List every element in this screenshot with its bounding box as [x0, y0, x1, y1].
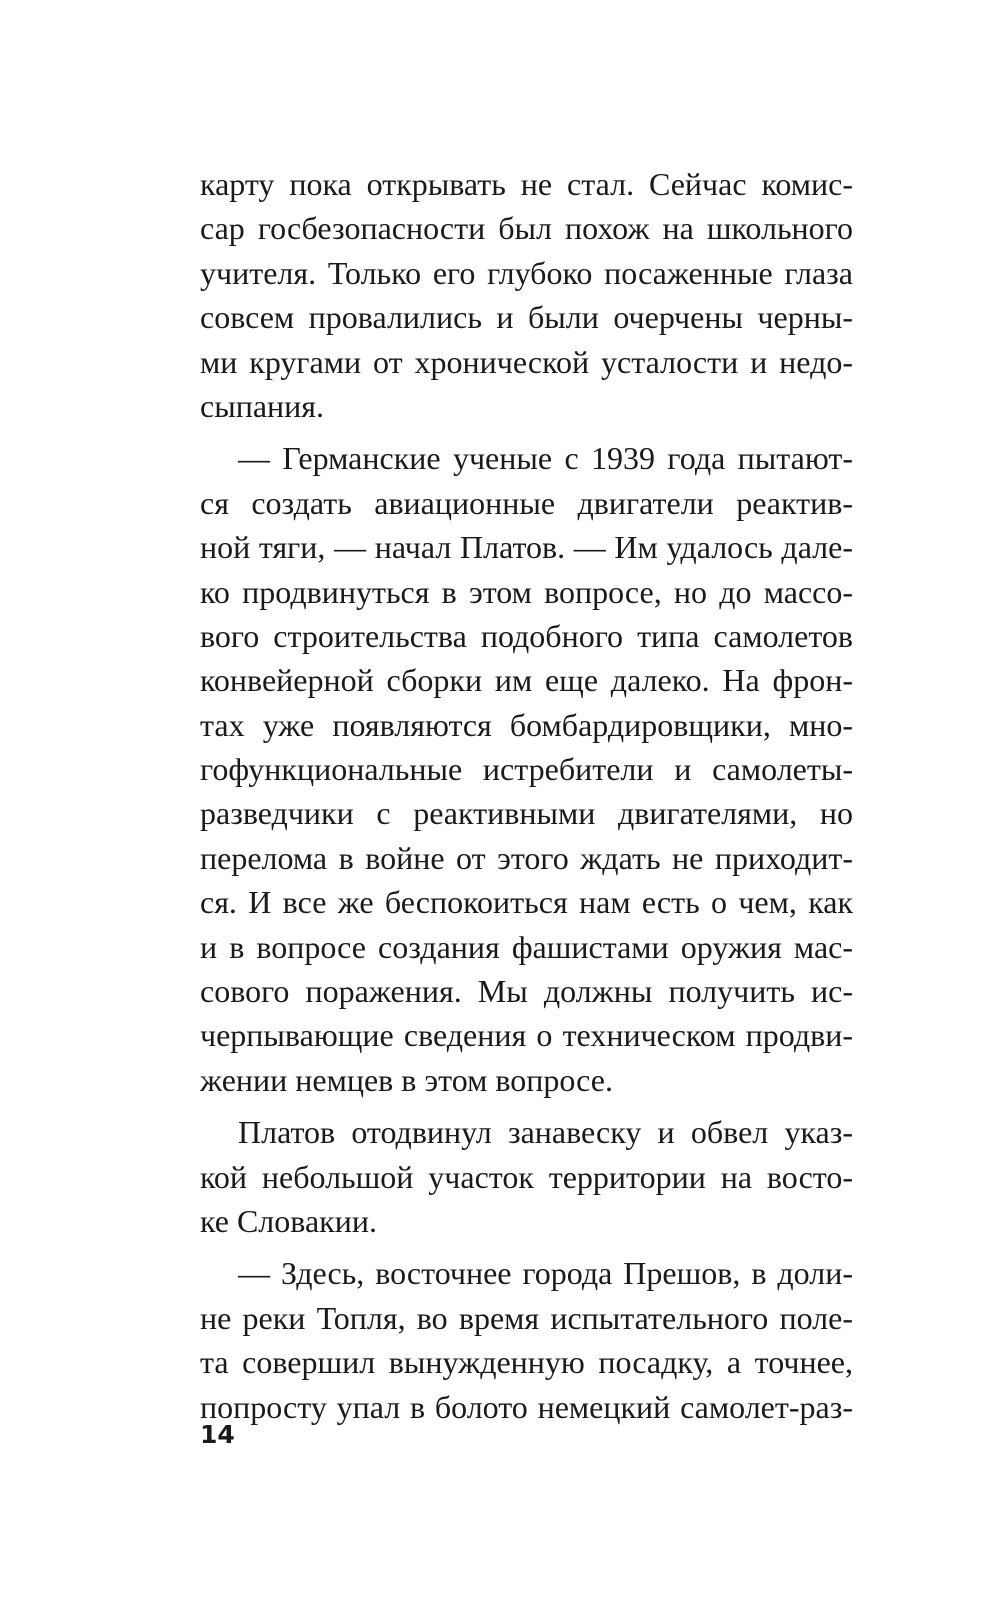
text-line: ми кругами от хронической усталости и недо- [200, 343, 853, 380]
paragraph [200, 162, 853, 428]
text-line: та совершил вынужденную посадку, а точнее, [200, 1344, 853, 1381]
paragraph-gap [200, 1243, 853, 1251]
text-line: Платов отодвинул занавеску и обвел указ- [238, 1114, 853, 1151]
paragraph [200, 1251, 853, 1429]
text-line: кой небольшой участок территории на восто- [200, 1158, 853, 1195]
text-line: — Германские ученые с 1939 года пытают- [238, 440, 853, 477]
paragraph [200, 436, 853, 1102]
text-line: ся создать авиационные двигатели реактив- [200, 484, 853, 521]
text-line: вого строительства подобного типа самолетов [200, 617, 853, 654]
paragraph-gap [200, 428, 853, 436]
body-text [200, 162, 853, 1429]
text-line: попросту упал в болото немецкий самолет-раз- [200, 1388, 853, 1425]
text-line: конвейерной сборки им еще далеко. На фрон- [200, 662, 853, 699]
text-line: карту пока открывать не стал. Сейчас комис- [200, 166, 853, 202]
paragraph-gap [200, 1102, 853, 1110]
text-line: — Здесь, восточнее города Прешов, в доли- [238, 1255, 853, 1292]
text-line: ся. И все же беспокоиться нам есть о чем, как [200, 884, 853, 921]
page-number: 14 [200, 1420, 235, 1449]
text-line: черпывающие сведения о техническом продви- [200, 1017, 853, 1054]
text-line: не реки Топля, во время испытательного поле- [200, 1299, 853, 1336]
text-line: тах уже появляются бомбардировщики, мно- [200, 706, 853, 743]
text-line: ной тяги, — начал Платов. — Им удалось дале- [200, 529, 853, 566]
text-line: сар госбезопасности был похож на школьного [200, 210, 853, 247]
text-line: сыпания. [200, 387, 324, 424]
text-line: разведчики с реактивными двигателями, но [200, 795, 853, 832]
paragraph [200, 1110, 853, 1243]
text-line: гофункциональные истребители и самолеты- [200, 751, 853, 788]
text-line: ке Словакии. [200, 1202, 377, 1239]
text-line: учителя. Только его глубоко посаженные глаза [200, 254, 853, 291]
text-line: сового поражения. Мы должны получить ис- [200, 973, 853, 1010]
text-line: ко продвинуться в этом вопросе, но до массо- [200, 573, 853, 610]
text-line: совсем провалились и были очерчены черны- [200, 299, 853, 336]
text-line: и в вопросе создания фашистами оружия мас- [200, 928, 853, 965]
text-line: жении немцев в этом вопросе. [200, 1061, 613, 1098]
text-line: перелома в войне от этого ждать не приходит- [200, 839, 853, 876]
